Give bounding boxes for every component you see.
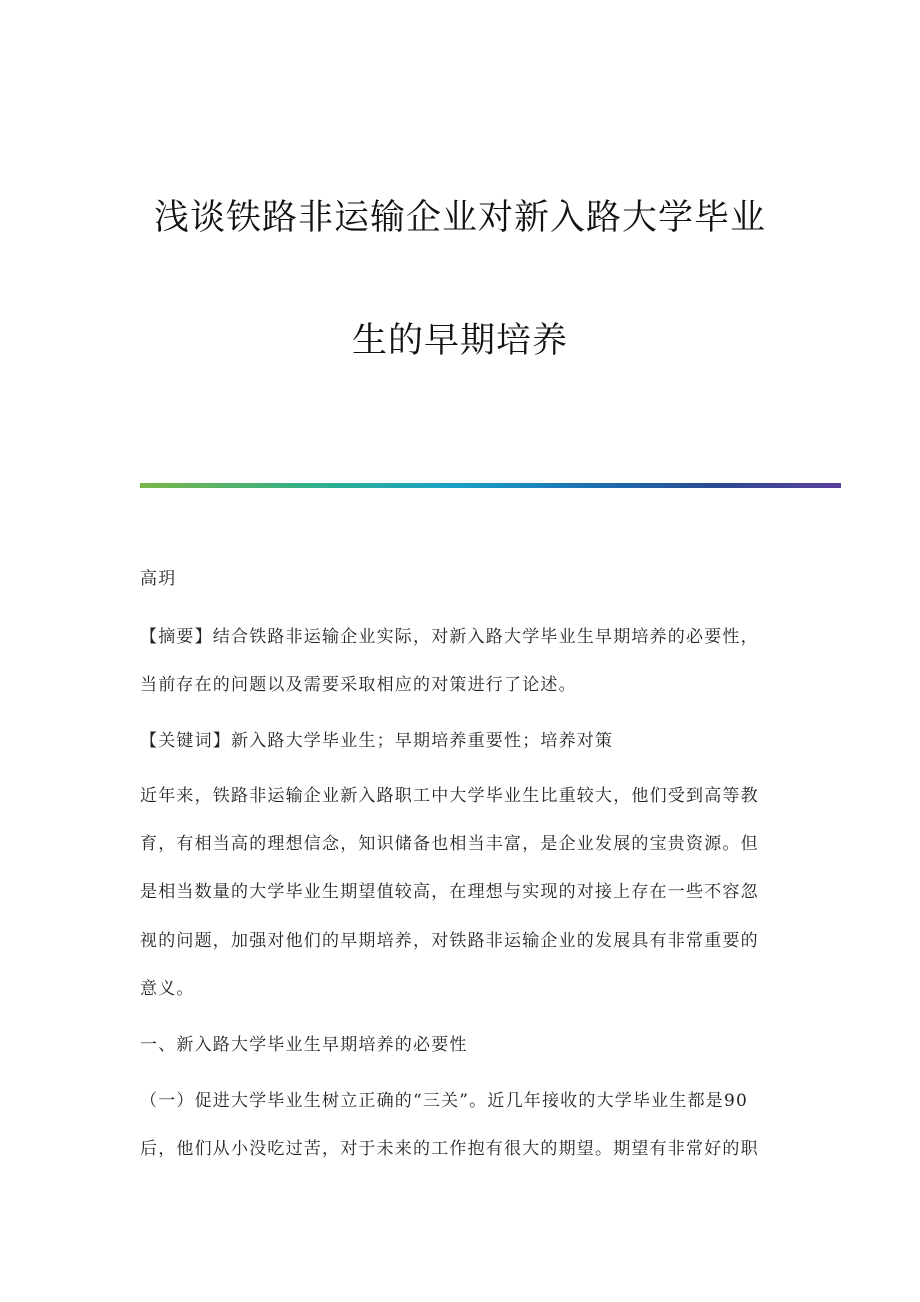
intro-paragraph-line: 视的问题，加强对他们的早期培养，对铁路非运输企业的发展具有非常重要的: [140, 931, 759, 951]
subsection-line: 后，他们从小没吃过苦，对于未来的工作抱有很大的期望。期望有非常好的职: [140, 1139, 759, 1159]
keywords-line: 【关键词】新入路大学毕业生；早期培养重要性；培养对策: [140, 731, 614, 751]
section-heading: 一、新入路大学毕业生早期培养的必要性: [140, 1035, 468, 1055]
abstract-line-2: 当前存在的问题以及需要采取相应的对策进行了论述。: [140, 675, 577, 695]
intro-paragraph-line: 是相当数量的大学毕业生期望值较高，在理想与实现的对接上存在一些不容忽: [140, 882, 759, 902]
intro-paragraph-line: 近年来，铁路非运输企业新入路职工中大学毕业生比重较大，他们受到高等教: [140, 786, 759, 806]
document-title-line-1: 浅谈铁路非运输企业对新入路大学毕业: [153, 198, 766, 238]
subsection-line: （一）促进大学毕业生树立正确的“三关”。近几年接收的大学毕业生都是90: [140, 1091, 749, 1111]
author-name: 高玥: [140, 569, 177, 589]
intro-paragraph-line: 育，有相当高的理想信念，知识储备也相当丰富，是企业发展的宝贵资源。但: [140, 834, 759, 854]
title-divider: [140, 483, 841, 488]
abstract-line-1: 【摘要】结合铁路非运输企业实际，对新入路大学毕业生早期培养的必要性，: [140, 627, 759, 647]
document-title-line-2: 生的早期培养: [351, 321, 568, 361]
intro-paragraph-line: 意义。: [140, 979, 195, 999]
